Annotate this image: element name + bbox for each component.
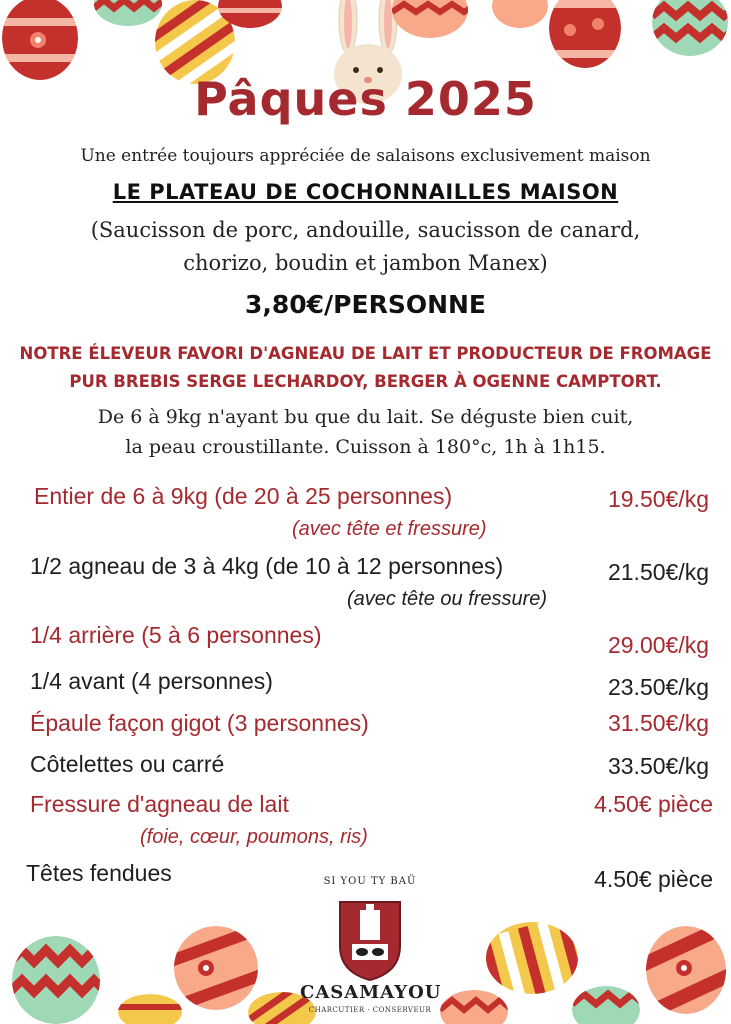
plateau-desc-line: chorizo, boudin et jambon Manex) [183, 251, 548, 275]
intro-text: Une entrée toujours appréciée de salaisons exclusivement maison [80, 146, 651, 166]
list-item-price: 4.50€ pièce [594, 791, 713, 817]
plateau-desc-line: (Saucisson de porc, andouille, saucisson de canard, [90, 218, 641, 242]
list-item-note: (avec tête et fressure) [292, 518, 487, 540]
easter-egg-icon [94, 0, 164, 26]
list-item-price: 33.50€/kg [607, 753, 709, 779]
easter-egg-icon [549, 0, 621, 68]
list-item-label: Entier de 6 à 9kg (de 20 à 25 personnes) [34, 483, 453, 509]
list-item-label: 1/4 arrière (5 à 6 personnes) [30, 622, 322, 648]
logo-name: CASAMAYOU [300, 982, 442, 1003]
logo-motto: SI YOU TY BAÜ [323, 876, 417, 887]
easter-egg-icon [392, 0, 476, 38]
plateau-price: 3,80€/PERSONNE [244, 290, 487, 319]
list-item-label: 1/2 agneau de 3 à 4kg (de 10 à 12 personnes) [30, 553, 504, 579]
page-title: Pâques 2025 [194, 72, 537, 126]
easter-egg-icon [652, 0, 731, 56]
list-item-label: 1/4 avant (4 personnes) [30, 668, 273, 694]
easter-egg-icon [118, 994, 182, 1024]
agneau-desc-line: la peau croustillante. Cuisson à 180°c, 1h à 1h15. [125, 436, 606, 458]
easter-egg-icon [492, 0, 548, 28]
easter-egg-icon [479, 916, 584, 1007]
list-item-note: (foie, cœur, poumons, ris) [140, 826, 368, 848]
eleveur-line: NOTRE ÉLEVEUR FAVORI D'AGNEAU DE LAIT ET PRODUCTEUR DE FROMAGE [19, 344, 712, 363]
agneau-description [0, 402, 731, 462]
agneau-desc-line: De 6 à 9kg n'ayant bu que du lait. Se déguste bien cuit, [97, 406, 634, 428]
casamayou-logo [300, 872, 440, 1022]
easter-egg-icon [440, 990, 512, 1024]
easter-egg-icon [10, 936, 106, 1024]
plateau-description [0, 214, 731, 280]
easter-egg-icon [572, 986, 644, 1024]
list-item-price: 21.50€/kg [607, 559, 709, 585]
list-item-price: 23.50€/kg [607, 674, 709, 700]
eleveur-heading [0, 340, 731, 396]
eleveur-line: PUR BREBIS SERGE LECHARDOY, BERGER À OGENNE CAMPTORT. [69, 372, 662, 391]
list-item-price: 4.50€ pièce [594, 866, 713, 892]
list-item-price: 19.50€/kg [607, 486, 709, 512]
plateau-title: LE PLATEAU DE COCHONNAILLES MAISON [112, 180, 619, 204]
easter-egg-icon [0, 0, 80, 80]
list-item-price: 31.50€/kg [607, 710, 709, 736]
list-item-label: Fressure d'agneau de lait [30, 791, 289, 817]
logo-subtitle: CHARCUTIER · CONSERVEUR [308, 1006, 432, 1014]
list-item-label: Côtelettes ou carré [30, 751, 225, 777]
list-item-label: Têtes fendues [26, 860, 172, 886]
list-item-note: (avec tête ou fressure) [347, 588, 548, 610]
list-item-price: 29.00€/kg [607, 632, 709, 658]
list-item-label: Épaule façon gigot (3 personnes) [30, 710, 369, 736]
shield-logo-icon [336, 894, 404, 982]
